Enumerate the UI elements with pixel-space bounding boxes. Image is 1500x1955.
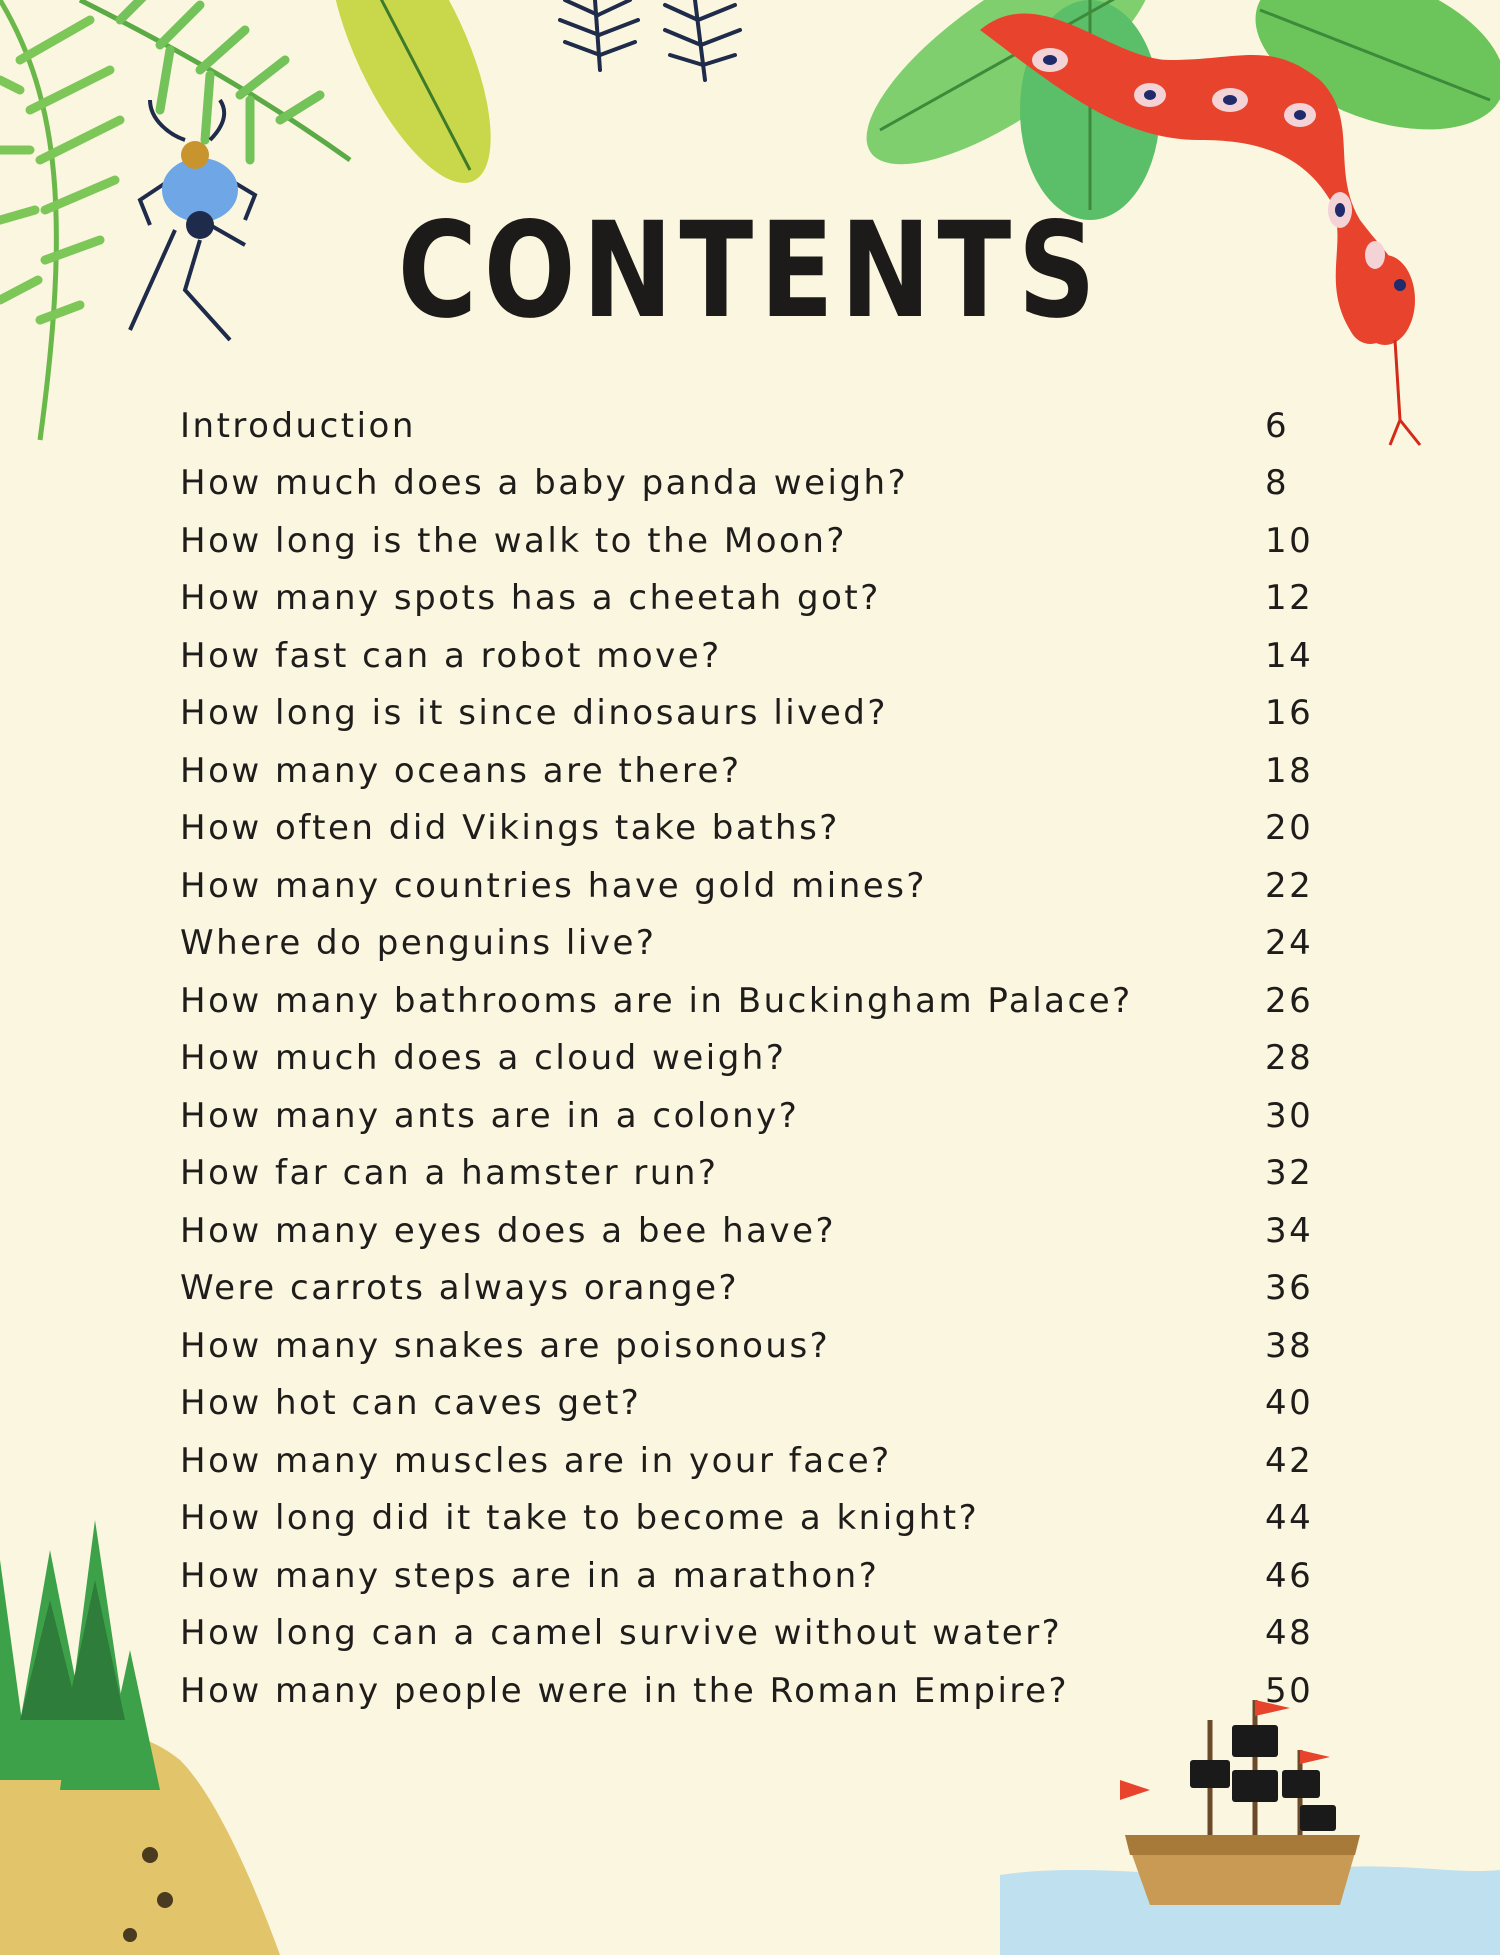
toc-entry-label: How many snakes are poisonous? xyxy=(180,1325,831,1366)
toc-entry xyxy=(180,627,1335,685)
toc-entry-label: How long did it take to become a knight? xyxy=(180,1498,980,1539)
toc-entry-label: How many eyes does a bee have? xyxy=(180,1210,837,1251)
toc-entry-page: 14 xyxy=(1265,635,1314,676)
yellow-leaf-icon xyxy=(297,0,523,204)
toc-entry xyxy=(180,742,1335,800)
toc-entry-page: 16 xyxy=(1265,693,1314,734)
toc-entry-label: How many countries have gold mines? xyxy=(180,865,927,906)
toc-entry xyxy=(180,1260,1335,1318)
toc-entry xyxy=(180,1547,1335,1605)
toc-entry xyxy=(180,1317,1335,1375)
toc-entry-page: 46 xyxy=(1265,1555,1314,1596)
toc-entry-label: How hot can caves get? xyxy=(180,1383,642,1424)
toc-entry-page: 26 xyxy=(1265,980,1314,1021)
toc-entry xyxy=(180,915,1335,973)
toc-entry-page: 44 xyxy=(1265,1498,1314,1539)
toc-entry-label: How many oceans are there? xyxy=(180,750,742,791)
toc-entry-label: How fast can a robot move? xyxy=(180,635,722,676)
toc-entry-label: Introduction xyxy=(180,405,416,446)
toc-entry xyxy=(180,1375,1335,1433)
pirate-ship-icon xyxy=(1120,1700,1360,1905)
toc-entry xyxy=(180,1432,1335,1490)
toc-entry-label: How long is the walk to the Moon? xyxy=(180,520,847,561)
toc-entry xyxy=(180,570,1335,628)
toc-entry xyxy=(180,397,1335,455)
toc-entry-page: 36 xyxy=(1265,1268,1314,1309)
toc-entry-page: 22 xyxy=(1265,865,1314,906)
toc-entry xyxy=(180,1202,1335,1260)
toc-entry-label: How many people were in the Roman Empire? xyxy=(180,1670,1070,1711)
toc-entry-page: 8 xyxy=(1265,463,1290,504)
toc-entry xyxy=(180,1087,1335,1145)
toc-entry-label: How far can a hamster run? xyxy=(180,1153,719,1194)
toc-entry-page: 12 xyxy=(1265,578,1314,619)
toc-entry xyxy=(180,1605,1335,1663)
toc-entry xyxy=(180,1030,1335,1088)
toc-entry-label: How much does a cloud weigh? xyxy=(180,1038,787,1079)
toc-entry xyxy=(180,1662,1335,1720)
toc-entry xyxy=(180,800,1335,858)
toc-entry-label: How many steps are in a marathon? xyxy=(180,1555,880,1596)
toc-entry-page: 50 xyxy=(1265,1670,1314,1711)
toc-entry-label: How often did Vikings take baths? xyxy=(180,808,840,849)
toc-entry xyxy=(180,512,1335,570)
toc-entry xyxy=(180,685,1335,743)
toc-entry-label: How long can a camel survive without water? xyxy=(180,1613,1063,1654)
toc-entry-page: 10 xyxy=(1265,520,1314,561)
toc-entry-page: 20 xyxy=(1265,808,1314,849)
toc-entry-label: Where do penguins live? xyxy=(180,923,657,964)
toc-entry-page: 6 xyxy=(1265,405,1290,446)
toc-entry-page: 40 xyxy=(1265,1383,1314,1424)
left-fern-icon xyxy=(0,0,120,440)
toc-entry xyxy=(180,1490,1335,1548)
toc-entry-label: How many ants are in a colony? xyxy=(180,1095,800,1136)
toc-entry-label: How long is it since dinosaurs lived? xyxy=(180,693,888,734)
toc-entry-label: How many bathrooms are in Buckingham Palace? xyxy=(180,980,1133,1021)
toc-entry-page: 30 xyxy=(1265,1095,1314,1136)
toc-entry xyxy=(180,972,1335,1030)
table-of-contents xyxy=(180,397,1335,1720)
toc-entry-label: How much does a baby panda weigh? xyxy=(180,463,909,504)
toc-entry-page: 42 xyxy=(1265,1440,1314,1481)
toc-entry-page: 24 xyxy=(1265,923,1314,964)
toc-entry-label: Were carrots always orange? xyxy=(180,1268,740,1309)
toc-entry-label: How many muscles are in your face? xyxy=(180,1440,892,1481)
toc-entry-label: How many spots has a cheetah got? xyxy=(180,578,881,619)
toc-entry-page: 32 xyxy=(1265,1153,1314,1194)
toc-entry-page: 18 xyxy=(1265,750,1314,791)
toc-entry-page: 28 xyxy=(1265,1038,1314,1079)
toc-entry-page: 34 xyxy=(1265,1210,1314,1251)
toc-entry-page: 48 xyxy=(1265,1613,1314,1654)
toc-entry-page: 38 xyxy=(1265,1325,1314,1366)
toc-entry xyxy=(180,455,1335,513)
toc-entry xyxy=(180,857,1335,915)
page-title: CONTENTS xyxy=(397,194,1103,348)
dark-fern-icon xyxy=(560,0,740,80)
toc-entry xyxy=(180,1145,1335,1203)
